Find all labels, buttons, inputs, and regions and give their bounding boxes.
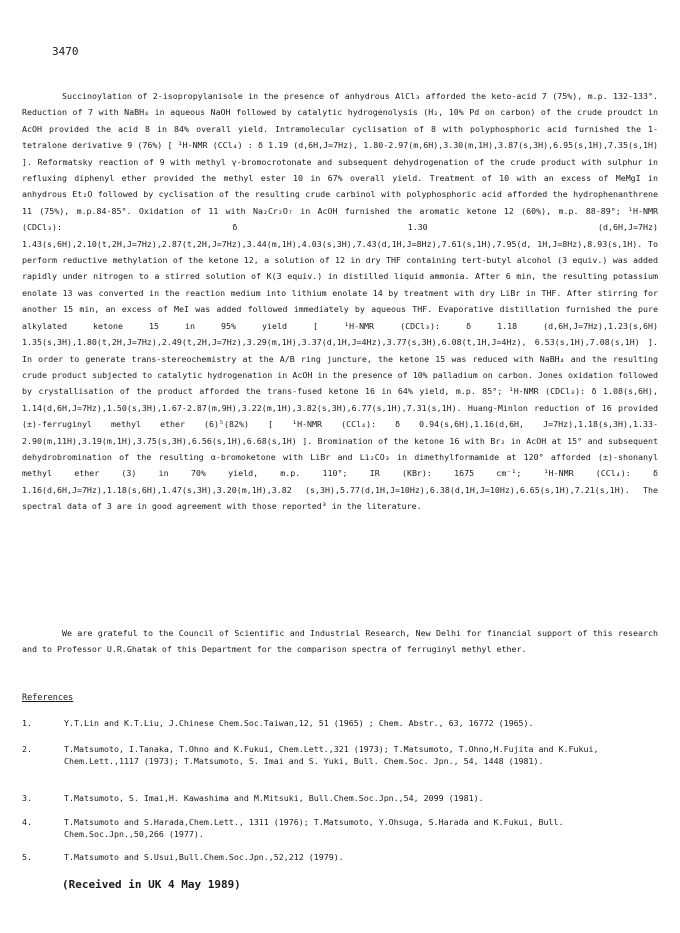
reference-text: Y.T.Lin and K.T.Liu, J.Chinese Chem.Soc.Taiwan,12, 51 (1965) ; Chem. Abstr., 63, 16772 (1965). <box>64 718 534 728</box>
experimental-paragraph: Succinoylation of 2-isopropylanisole in the presence of anhydrous AlCl₃ afforded the keto-acid 7 (75%), m.p. 132-133°. Reduction of 7 with NaBH₄ in aqueous NaOH followed by catalytic hydrogenolysis (H₂, 10% Pd on carbon) of the crude proudct in AcOH provided the acid 8 in 84% overall yield. Intramolecular cyclisation of 8 with polyphosphoric acid furnished the 1-tetralone derivative 9 (76%) [ ¹H-NMR (CCl₄) : δ 1.19 (d,6H,J=7Hz), 1.80-2.97(m,6H),3.30(m,1H),3.87(s,3H),6.95(s,1H),7.35(s,1H) ]. Reformatsky reaction of 9 with methyl γ-bromocrotonate and subsequent dehydrogenation of the crude product with sulphur in refluxing diphenyl ether provided the methyl ester 10 in 67% overall yield. Treatment of 10 with an excess of MeMgI in anhydrous Et₂O followed by cyclisation of the resulting crude carbinol with polyphosphoric acid afforded the hydrophenanthrene 11 (75%), m.p.84-85°. Oxidation of 11 with Na₂Cr₂O₇ in AcOH furnished the aromatic ketone 12 (60%), m.p. 88-89°; ¹H-NMR (CDCl₃): δ 1.30 (d,6H,J=7Hz) 1.43(s,6H),2.10(t,2H,J=7Hz),2.87(t,2H,J=7Hz),3.44(m,1H),4.03(s,3H),7.43(d,1H,J=8Hz),7.61(s,1H),7.95(d, 1H,J=8Hz),8.93(s,1H). To perform reductive methylation of the ketone 12, a solution of 12 in dry THF containing tert-butyl alcohol (3 equiv.) was added rapidly under nitrogen to a stirred solution of K(3 equiv.) in distilled liquid ammonia. After 6 min, the resulting potassium enolate 13 was converted in the reaction medium into lithium enolate 14 by treatment with dry LiBr in THF. After stirring for another 15 min, an excess of MeI was added followed immediately by aqueous THF. Evaporative distillation furnished the pure alkylated ketone 15 in 95% yield [ ¹H-NMR (CDCl₃): δ 1.18 (d,6H,J=7Hz),1.23(s,6H) 1.35(s,3H),1.80(t,2H,J=7Hz),2.49(t,2H,J=7Hz),3.29(m,1H),3.37(d,1H,J=4Hz),3.77(s,3H),6.08(t,1H,J=4Hz), 6.53(s,1H),7.08(s,1H) ]. In order to generate trans-stereochemistry at the A/B ring juncture, the ketone 15 was reduced with NaBH₄ and the resulting crude product subjected to catalytic hydrogenation in AcOH in the presence of 10% palladium on carbon. Jones oxidation followed by crystallisation of the product afforded the trans-fused ketone 16 in 64% yield, m.p. 85°; ¹H-NMR (CDCl₃): δ 1.08(s,6H), 1.14(d,6H,J=7Hz),1.50(s,3H),1.67-2.87(m,9H),3.22(m,1H),3.82(s,3H),6.77(s,1H),7.31(s,1H). Huang-Minlon reduction of 16 provided (±)-ferruginyl methyl ether (6)⁵(82%) [ ¹H-NMR (CCl₄): δ 0.94(s,6H),1.16(d,6H, J=7Hz),1.18(s,3H),1.33-2.90(m,11H),3.19(m,1H),3.75(s,3H),6.56(s,1H),6.68(s,1H) ]. Bromination of the ketone 16 with Br₂ in AcOH at 15° and subsequent dehydrobromination of the resulting α-bromoketone with LiBr and Li₂CO₃ in dimethylformamide at 120° afforded (±)-shonanyl methyl ether (3) in 70% yield, m.p. 110°; IR (KBr): 1675 cm⁻¹; ¹H-NMR (CCl₄): δ 1.16(d,6H,J=7Hz),1.18(s,6H),1.47(s,3H),3.20(m,1H),3.82 (s,3H),5.77(d,1H,J=10Hz),6.38(d,1H,J=10Hz),6.65(s,1H),7.21(s,1H). The spectral data of 3 are in good agreement with those reported³ in the literature. <box>22 91 658 512</box>
reference-number: 1. <box>22 718 32 728</box>
reference-number: 2. <box>22 744 32 754</box>
reference-number: 5. <box>22 852 32 862</box>
page-number: 3470 <box>52 45 79 58</box>
reference-text: T.Matsumoto and S.Harada,Chem.Lett., 1311 (1976); T.Matsumoto, Y.Ohsuga, S.Harada and K.Fukui, Bull. Chem.Soc.Jpn.,50,266 (1977). <box>64 817 564 839</box>
received-date: (Received in UK 4 May 1989) <box>62 878 241 891</box>
reference-number: 4. <box>22 817 32 827</box>
reference-number: 3. <box>22 793 32 803</box>
reference-text: T.Matsumoto and S.Usui,Bull.Chem.Soc.Jpn.,52,212 (1979). <box>64 852 344 862</box>
reference-text: T.Matsumoto, S. Imai,H. Kawashima and M.Mitsuki, Bull.Chem.Soc.Jpn.,54, 2099 (1981). <box>64 793 484 803</box>
reference-text: T.Matsumoto, I.Tanaka, T.Ohno and K.Fukui, Chem.Lett.,321 (1973); T.Matsumoto, T.Ohno,H.Fujita and K.Fukui, Chem.Lett.,1117 (1973); T.Matsumoto, S. Imai and S. Yuki, Bull. Chem.Soc. Jpn., 54, 1448 (1981). <box>64 744 599 766</box>
acknowledgement-paragraph: We are grateful to the Council of Scientific and Industrial Research, New Delhi for financial support of this research and to Professor U.R.Ghatak of this Department for the comparison spectra of ferruginyl methyl ether. <box>22 628 658 655</box>
references-heading: References <box>22 693 74 703</box>
